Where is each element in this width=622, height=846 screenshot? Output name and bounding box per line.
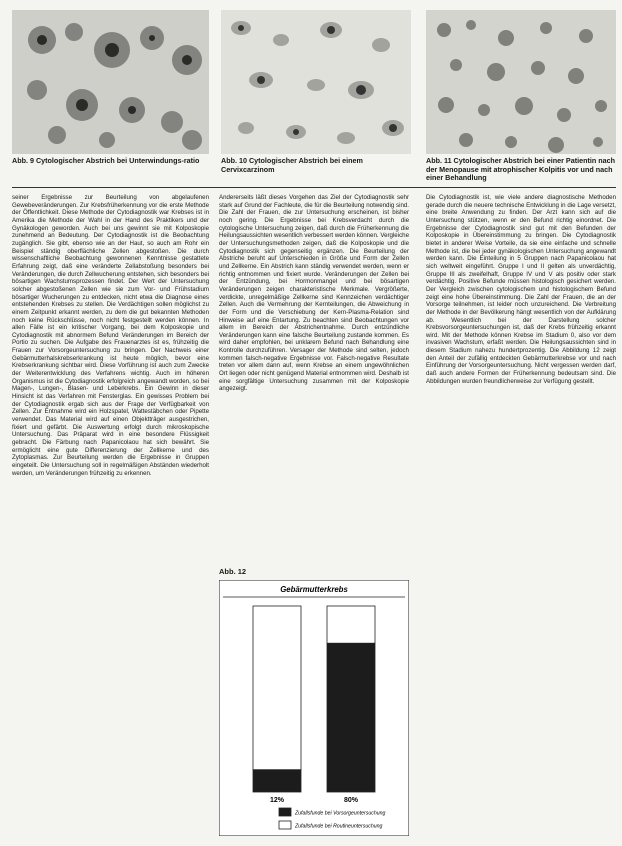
column-3-text: Die Cytodiagnostik ist, wie viele andere diagnostische Methoden gerade durch die neuere technische Entwicklung in die Lage versetzt, eine breite Anwendung zu finden. Der Arzt kann sich auf die Untersuchung stützen, wenn er den Befund richtig einordnet. Die Ergebnisse der Cytodiagnostik sind gut mit den Befunden der Kolposkopie in Übereinstimmung zu bringen. Die Cytodiagnostik bietet in anderer Weise Vorteile, da sie eine einfache und schnelle Methode ist, die bei jeder gynäkologischen Untersuchung angewandt werden kann. Die Einteilung in 5 Gruppen nach Papanicolaou hat sich weltweit eingeführt. Gruppe I und II gelten als unverdächtig, Gruppe III als zweifelhaft, Gruppe IV und V als positiv oder stark verdächtig. Positive Befunde müssen histologisch gesichert werden. Der Vergleich zwischen cytologischem und histologischem Befund zeigt eine hohe Übereinstimmung. Die Zahl der Frauen, die an der Vorsorge teilnehmen, ist leider noch unzureichend. Die Verbreitung der Methode in der Bevölkerung hängt wesentlich von der Aufklärung ab. Wesentlich bei der Darstellung solcher Krebsvorsorgeuntersuchungen ist, daß der Krebs frühzeitig erkannt wird. Mit der Methode können Krebse im Stadium 0, also vor dem invasiven Wachstum, erfaßt werden. Die Heilungsaussichten sind in diesem Stadium nahezu hundertprozentig. Die Abbildung 12 zeigt den Anteil der zufällig entdeckten Gebärmutterkrebse vor und nach Einführung der Vorsorgeuntersuchung. Nicht vergessen werden darf, daß auch andere Formen der Früherkennung bedeutsam sind. Die Abbildungen wurden freundlicherweise zur Verfügung gestellt. — [426, 194, 616, 385]
bar-vorsorge-1 — [327, 643, 375, 792]
legend-label-1: Zufallsfunde bei Routineuntersuchung — [295, 823, 383, 830]
legend-label-0: Zufallsfunde bei Vorsorgeuntersuchung — [295, 810, 386, 817]
figure-9-caption: Abb. 9 Cytologischer Abstrich bei Unterwindungs-ratio — [12, 156, 200, 165]
column-2-text: Andererseits läßt dieses Vorgehen das Ziel der Cytodiagnostik sehr stark auf Grund der Fachleute, die für die Beurteilung notwendig sind. Die Zahl der Frauen, die zur Untersuchung erscheinen, ist bisher noch gering. Die Ergebnisse bei Krebsverdacht durch die cytologische Untersuchung zeigen, daß durch die Früherkennung die Heilungsaussichten wesentlich verbessert werden können. Vergleiche der Untersuchungsmethoden zeigen, daß die Kolposkopie und die Cytodiagnostik sich gegenseitig ergänzen. Die Beurteilung der Abstriche beruht auf Unterschieden in Größe und Form der Zellen und Zellkerne. Ein Abstrich kann ständig verwendet werden, wenn er richtig entnommen und fixiert wurde. Veränderungen der Zellen bei der Entzündung, bei Hormonmangel und bei bösartigen Veränderungen zeigen charakteristische Merkmale. Vergrößerte, verdickte, unregelmäßige Zellkerne sind Kennzeichen verdächtiger Zellen. Auch die Vermehrung der Kernteilungen, die Abweichung in der Form und die Verschiebung der Kern-Plasma-Relation sind Hinweise auf eine Entartung. Zu beachten sind Beobachtungen vor allem im Bereich der Abstrichentnahme. Durch entzündliche Veränderungen kann eine falsche Beurteilung zustande kommen. Es wird daher empfohlen, bei unklarem Befund nach Behandlung eine Kontrolle durchzuführen. Versager der Methode sind selten, jedoch kommen falsch-negative Ergebnisse vor. Falsch-negative Resultate treten vor allem dann auf, wenn Krebse an einem ungewöhnlichen Ort liegen oder nicht genügend Material entnommen wird. Deshalb ist eine sorgfältige Untersuchung zusammen mit der Kolposkopie angezeigt. — [219, 194, 409, 393]
legend-swatch-1 — [279, 821, 291, 829]
chart-svg — [219, 580, 409, 836]
legend-swatch-0 — [279, 808, 291, 816]
micrograph-image-1 — [12, 10, 209, 154]
micrograph-photo-1 — [12, 10, 209, 154]
bar-routine-1 — [327, 606, 375, 643]
bar-value-label-1: 80% — [343, 797, 359, 804]
article-column-1 — [12, 194, 209, 836]
micrograph-photo-2 — [221, 10, 411, 154]
chart-title: Gebärmutterkrebs — [280, 585, 348, 594]
bar-routine-0 — [253, 606, 301, 770]
bar-vorsorge-0 — [253, 770, 301, 792]
figure-10-caption: Abb. 10 Cytologischer Abstrich bei einem Cervixcarzinom — [221, 156, 363, 174]
micrograph-image-3 — [426, 10, 616, 154]
micrograph-photo-3 — [426, 10, 616, 154]
column-1-text: seiner Ergebnisse zur Beurteilung von abgelaufenen Gewebeveränderungen. Zur Krebsfrüherkennung vor die erste Methode der Öffentlichkeit. Diese Methode der Cytodiagnostik war Krebses ist in Amerika die Methode der Wahl in der Hand des Praktikers und der Gynäkologen geworden. Auch bei uns gewinnt sie mit Kolposkopie zunehmend an Bedeutung. Der Cytodiagnostik ist die Beobachtung zugänglich. Sie gibt, ebenso wie an der Haut, so auch am Rohr ein Beispiel ständig oberflächliche Zellen abgestoßen. Die durch wissenschaftliche Beobachtung gewonnenen Kenntnisse gestattete Erfahrung zeigt, daß eine veränderte Zellabstoßung besonders bei Veränderungen, die durch Zellwucherung entstehen, sich besonders bei bösartigen Wachstumsprozessen findet. Der Wert der Untersuchung solcher abgestoßenen Zellen wie sie zum Vor- und Frühstadium bösartiger Wucherungen zu entdecken, nicht etwa die Diagnose eines entstehenden Krebses zu stellen. Die Verdächtigen sollen möglichst zu einem Zeitpunkt erkannt werden, zu dem die gut bekannten Methoden noch keine Rückschlüsse, noch nicht festgestellt werden können. In allen Fälle ist ein kritischer Vorgang, bei dem Kolposkopie und Cytodiagnostik mit abnormem Befund Veränderungen im Bereich der Portio zu suchen. Die Aufgabe des Frauenarztes ist es, frühzeitig die Frauen zur Vorsorgeuntersuchung zu bringen. Der Nachweis einer Gebärmutterhalskrebserkrankung ist heute möglich, bevor eine Krebserkrankung sichtbar wird. Diese Vorführung ist auch zum Zwecke der Weiterentwicklung des Verfahrens wichtig. Auch im höheren Organismus ist die Cytodiagnostik erfolgreich angewandt worden, so bei Magen-, Lungen-, Blasen- und Leberkrebs. Ein Gewinn in dieser Hinsicht ist das Verfahren mit Fensterglas. Ein gewisses Problem bei der Cytodiagnostik ergab sich aus der Frage der Verfügbarkeit von Zellen. Zur Entnahme wird ein Holzspatel, Wattestäbchen oder Pipette verwendet. Das Material wird auf einen Objektträger ausgestrichen, fixiert und gefärbt. Die Auswertung erfolgt durch mikroskopische Untersuchung. Das Präparat wird in eine besondere Flüssigkeit gebracht. Die Färbung nach Papanicolaou hat sich bewährt. Sie ermöglicht eine gute Differenzierung der Zellkerne und des Zytoplasmas. Zur Beurteilung werden die Ergebnisse in Gruppen eingeteilt. Die Untersuchung soll in regelmäßigen Abständen wiederholt werden, um Veränderungen frühzeitig zu erkennen. — [12, 194, 209, 477]
micrograph-image-2 — [221, 10, 411, 154]
bar-value-label-0: 12% — [269, 797, 285, 804]
divider-rule — [12, 187, 616, 188]
figure-12-label: Abb. 12 — [219, 567, 247, 576]
figure-12-chart — [219, 580, 409, 836]
figure-11-caption: Abb. 11 Cytologischer Abstrich bei einer Patientin nach der Menopause mit atrophischer Kolpitis vor und nach einer Behandlung — [426, 156, 616, 183]
article-column-3 — [426, 194, 616, 836]
article-column-2 — [219, 194, 409, 556]
